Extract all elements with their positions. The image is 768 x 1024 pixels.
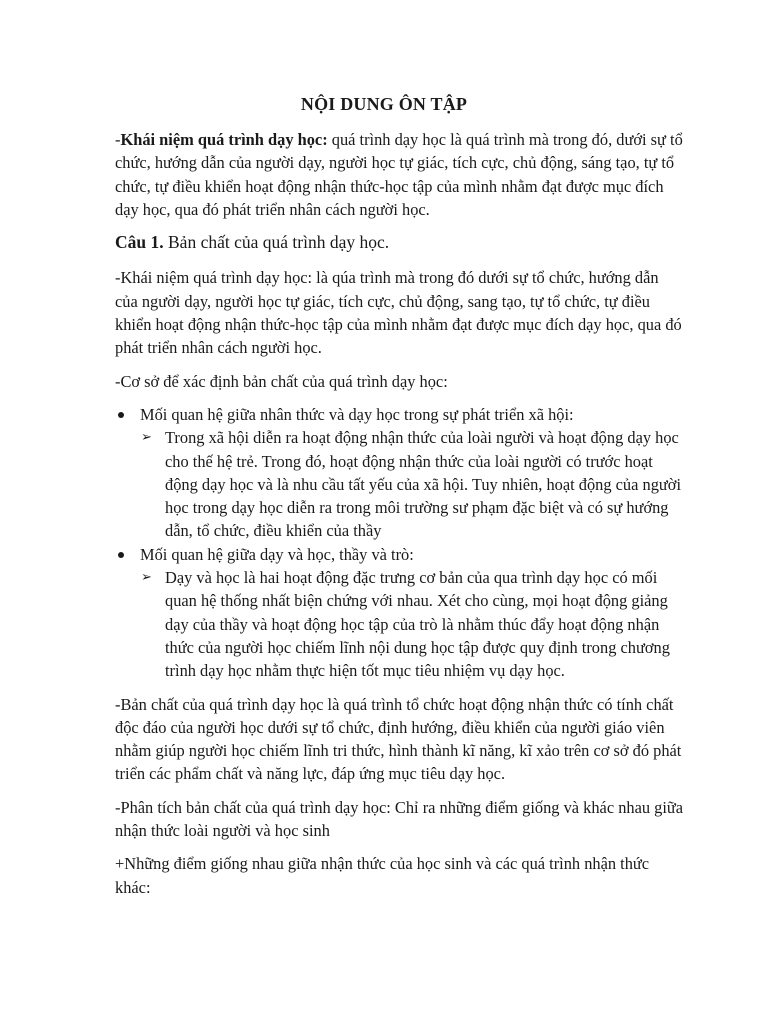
intro-paragraph xyxy=(115,128,685,221)
definition-paragraph: -Khái niệm quá trình dạy học: là qúa trình mà trong đó dưới sự tổ chức, hướng dẫn của người dạy, người học tự giác, tích cực, chủ động, sang tạo, tự tổ chức, tự điều khiển hoạt động nhận thức-học tập của mình nhằm đạt được mục đích dạy học, qua đó phát triển nhân cách người học. xyxy=(115,268,682,358)
basis-item-2-sublist xyxy=(140,566,685,682)
essence-paragraph: -Bản chất của quá trình dạy học là quá trình tổ chức hoạt động nhận thức có tính chất độc đáo của người học dưới sự tổ chức, định hướng, điều khiển của người giáo viên nhằm giúp người học chiếm lĩnh tri thức, hình thành kĩ năng, kĩ xảo trên cơ sở đó phát triển các phẩm chất và năng lực, đáp ứng mục tiêu dạy học. xyxy=(115,694,682,784)
basis-paragraph: -Cơ sở để xác định bản chất của quá trình dạy học: xyxy=(115,371,448,391)
basis-item-2 xyxy=(115,543,685,683)
document-body xyxy=(115,128,685,909)
basis-item-2-label: Mối quan hệ giữa dạy và học, thầy và trò: xyxy=(140,544,414,564)
question-1-heading xyxy=(115,231,685,254)
similarities-paragraph: +Những điểm giống nhau giữa nhận thức của học sinh và các quá trình nhận thức khác: xyxy=(115,854,650,897)
arrowhead-icon: ➢ xyxy=(141,430,152,446)
intro-prefix: - xyxy=(115,130,121,149)
basis-item-1-subitem xyxy=(140,426,685,542)
basis-item-2-subtext: Dạy và học là hai hoạt động đặc trưng cơ bản của qua trình dạy học có mối quan hệ thống nhất biện chứng với nhau. Xét cho cùng, mọi hoạt động giảng dạy của thầy và hoạt động học tập của trò là nhằm thúc đẩy hoạt động nhận thức của người học chiếm lĩnh nội dung học tập được quy định trong chương trình dạy học nhằm thực hiện tốt mục tiêu nhiệm vụ dạy học. xyxy=(165,568,670,681)
arrowhead-icon: ➢ xyxy=(141,570,152,586)
basis-item-2-subitem xyxy=(140,566,685,682)
intro-label: Khái niệm quá trình dạy học: xyxy=(120,130,328,149)
question-1-label: Câu 1. xyxy=(115,232,164,253)
bullet-dot-icon xyxy=(118,412,124,418)
analysis-paragraph: -Phân tích bản chất của quá trình dạy học: Chỉ ra những điểm giống và khác nhau giữa nhận thức loài người và học sinh xyxy=(115,797,684,841)
basis-item-1-label: Mối quan hệ giữa nhân thức và dạy học trong sự phát triển xã hội: xyxy=(140,404,574,424)
question-1-text: Bản chất của quá trình dạy học. xyxy=(163,232,390,253)
bullet-dot-icon xyxy=(118,552,124,558)
basis-item-1-subtext: Trong xã hội diễn ra hoạt động nhận thức của loài người và hoạt động dạy học cho thế hệ trẻ. Trong đó, hoạt động nhận thức của loài người có trước hoạt động dạy học và là nhu cầu tất yếu của xã hội. Tuy nhiên, hoạt động của người học trong dạy học diễn ra trong môi trường sư phạm đặc biệt và có sự hướng dẫn, tổ chức, điều khiển của thầy xyxy=(165,428,681,541)
intro-text: quá trình dạy học là quá trình mà trong đó, dưới sự tổ chức, hướng dẫn của người dạy, người học tự giác, tích cực, chủ động, sáng tạo, tự tổ chức, tự điều khiển hoạt động nhận thức-học tập của mình nhằm đạt được mục đích dạy học, qua đó phát triển nhân cách người học. xyxy=(115,130,683,219)
page-title: NỘI DUNG ÔN TẬP xyxy=(300,94,468,114)
basis-item-1 xyxy=(115,403,685,543)
basis-item-1-sublist xyxy=(140,426,685,542)
basis-list xyxy=(115,403,685,683)
